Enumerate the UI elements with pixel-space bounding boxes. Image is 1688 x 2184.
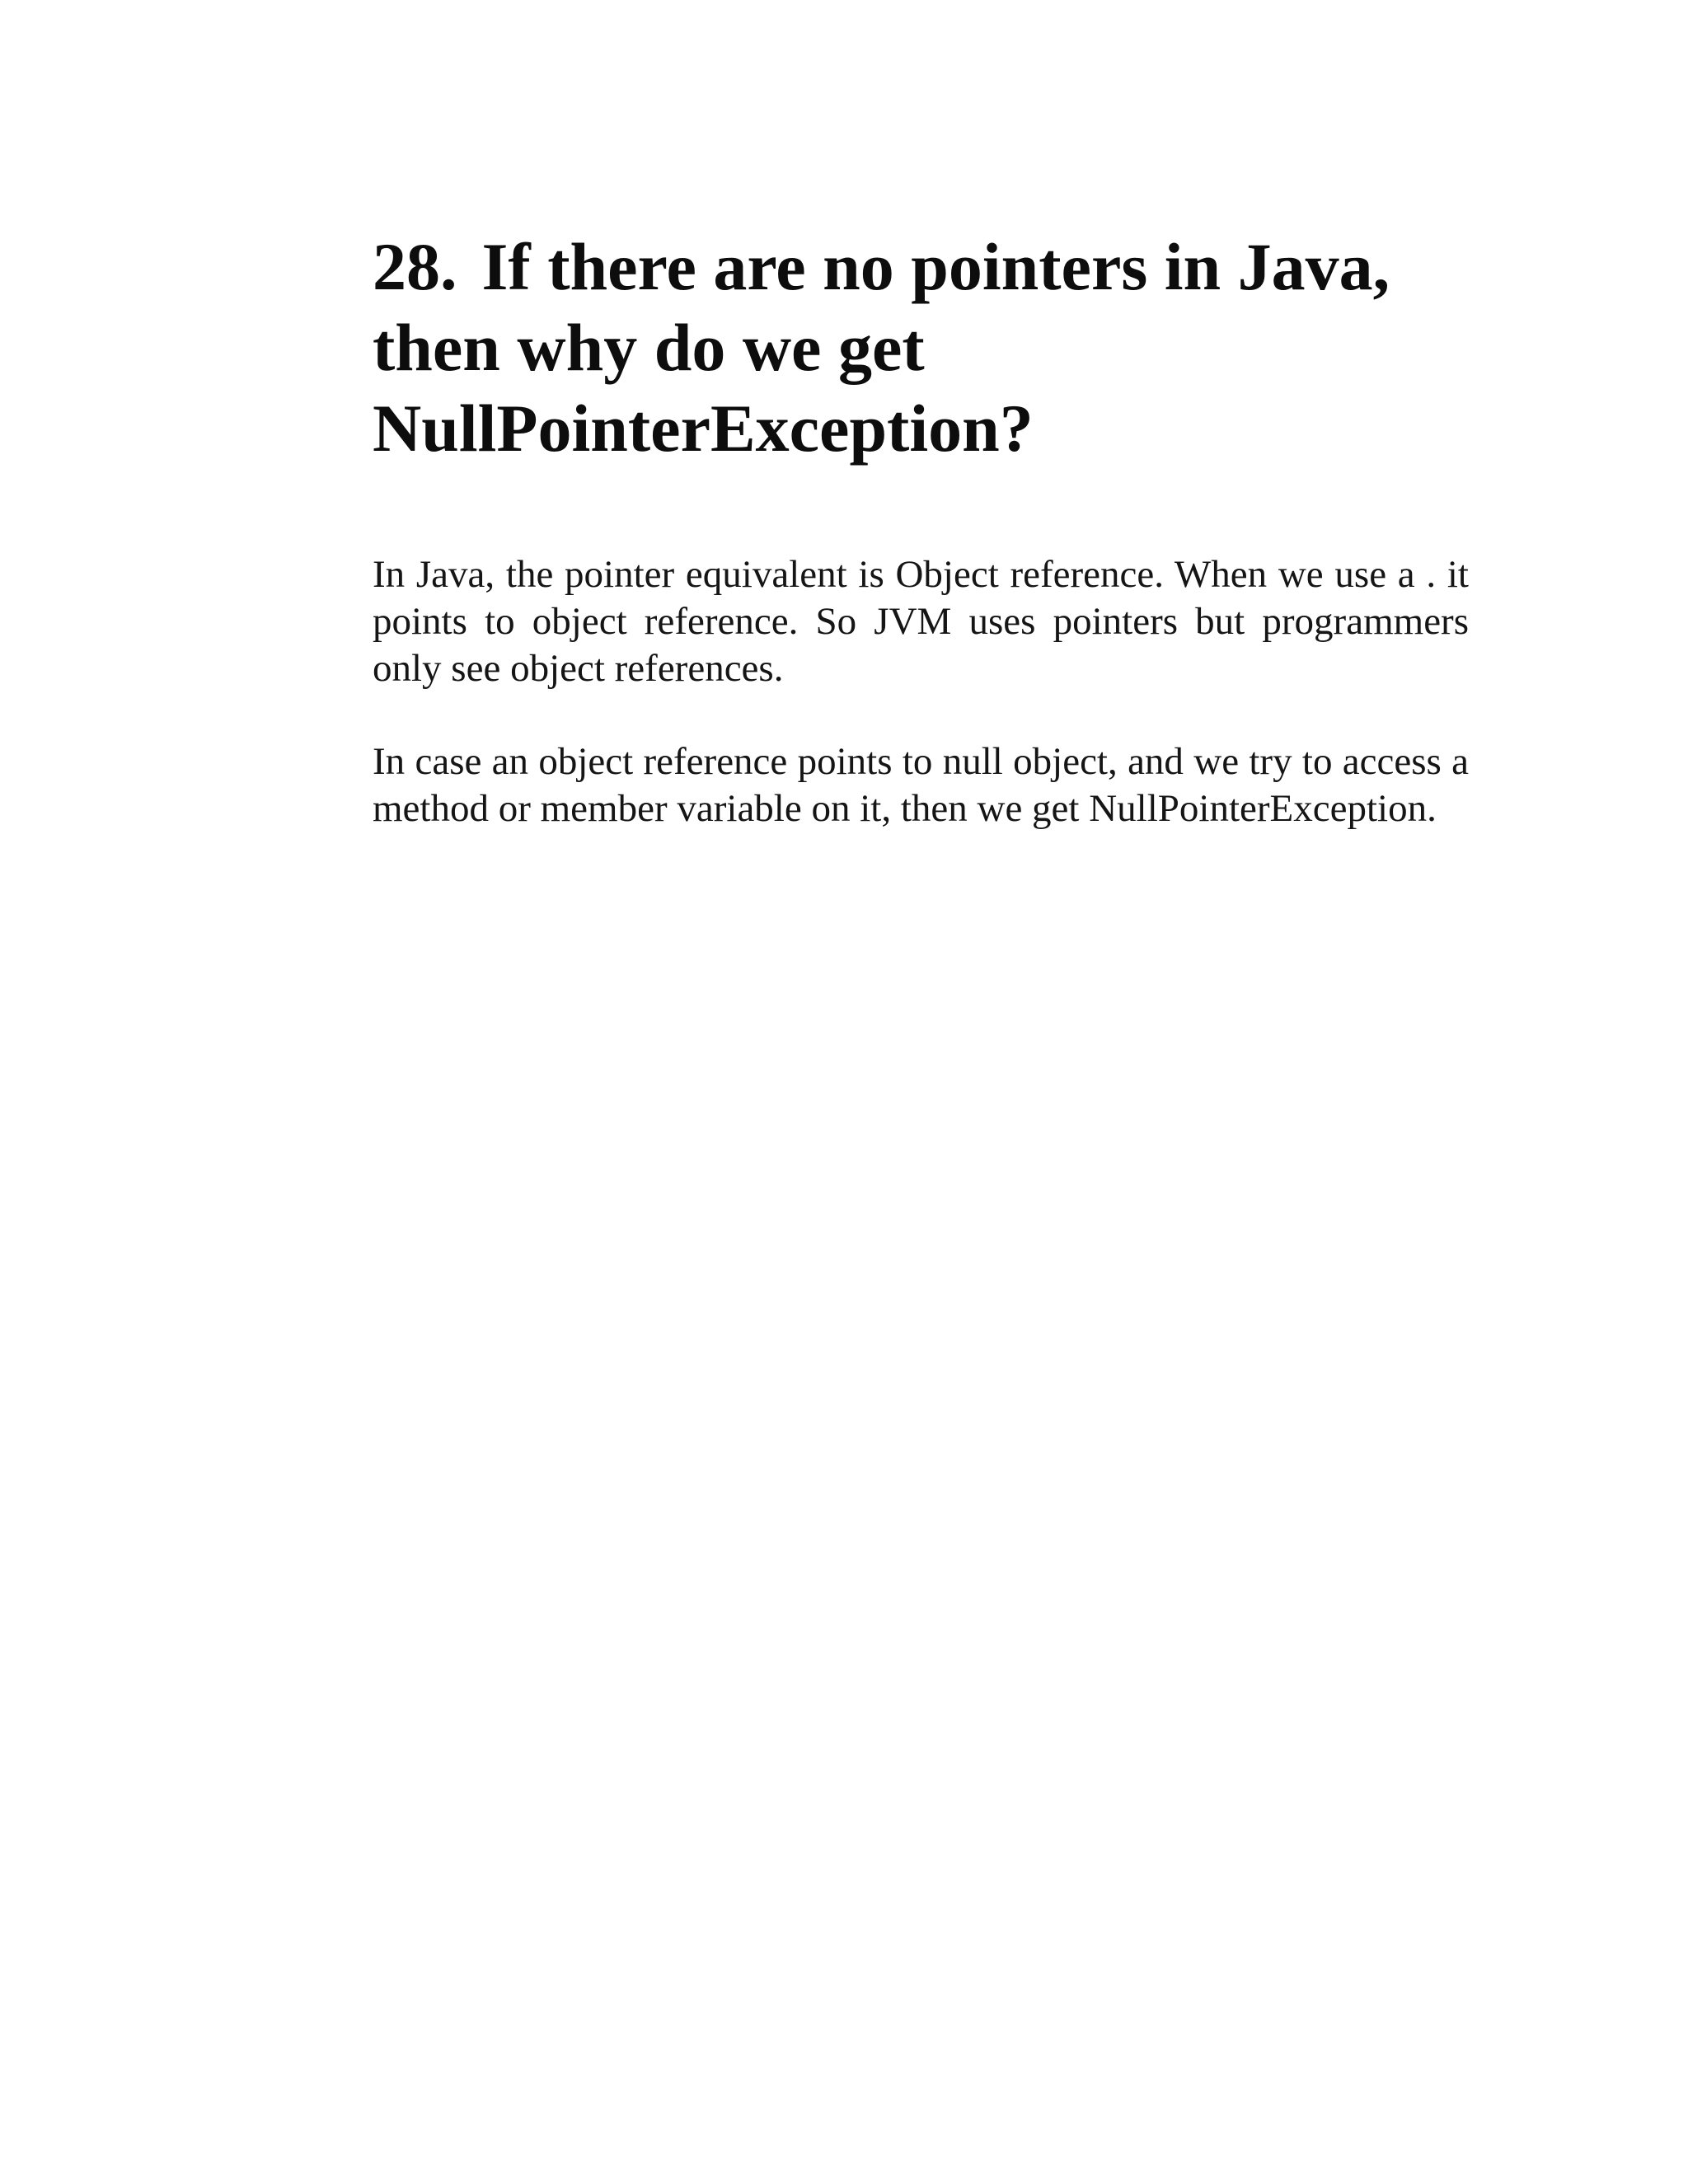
answer-body xyxy=(373,551,1469,832)
content-area xyxy=(373,227,1469,832)
question-text: If there are no pointers in Java, then why do we get NullPointerException? xyxy=(373,229,1390,466)
answer-paragraph-2: In case an object reference points to null object, and we try to access a method or member variable on it, then we get NullPointerException. xyxy=(373,740,1469,830)
question-heading xyxy=(373,227,1469,469)
answer-paragraph-1: In Java, the pointer equivalent is Object reference. When we use a . it points to object reference. So JVM uses pointers but programmers only see object references. xyxy=(373,553,1469,690)
question-number: 28. xyxy=(373,229,457,304)
